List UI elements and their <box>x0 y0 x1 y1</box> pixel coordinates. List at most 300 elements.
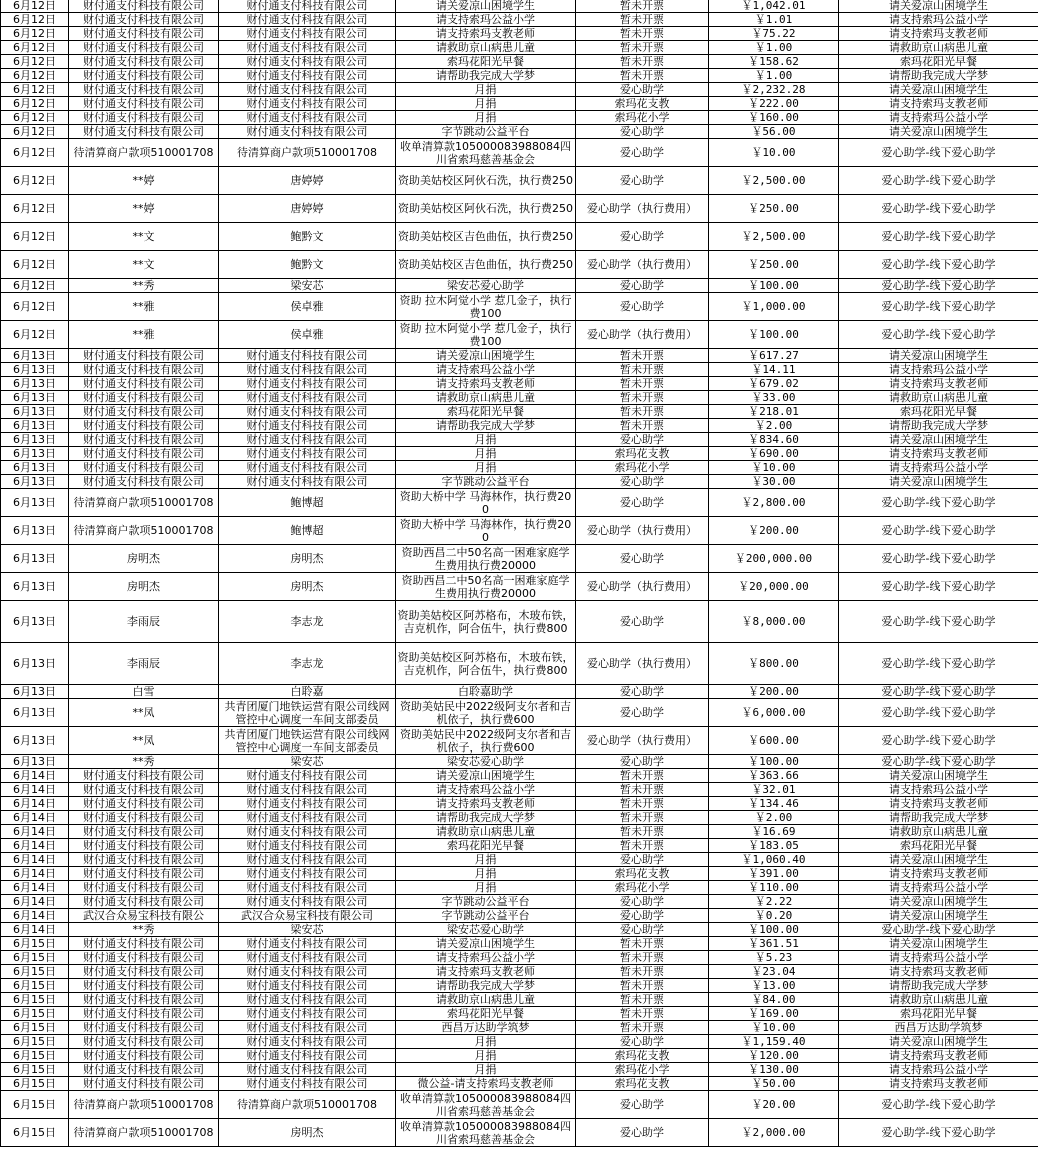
cell-payer: 财付通支付科技有限公司 <box>69 1049 219 1063</box>
table-row <box>1 769 1038 783</box>
cell-payer: 财付通支付科技有限公司 <box>69 1063 219 1077</box>
cell-purpose: 请支持索玛支教老师 <box>396 965 576 979</box>
cell-donor: 房明杰 <box>219 1119 396 1147</box>
cell-date: 6月13日 <box>1 433 69 447</box>
cell-date: 6月13日 <box>1 755 69 769</box>
cell-donor: 财付通支付科技有限公司 <box>219 825 396 839</box>
cell-project: 暂未开票 <box>576 55 709 69</box>
cell-project: 爱心助学 <box>576 139 709 167</box>
table-row <box>1 391 1038 405</box>
cell-purpose: 请救助京山病患儿童 <box>396 825 576 839</box>
cell-donor: 侯卓雅 <box>219 321 396 349</box>
table-row <box>1 1091 1038 1119</box>
cell-project: 暂未开票 <box>576 377 709 391</box>
cell-date: 6月12日 <box>1 97 69 111</box>
cell-purpose: 资助美姑民中2022级阿支尔者和吉机依子，执行费600 <box>396 699 576 727</box>
cell-donor: 房明杰 <box>219 545 396 573</box>
cell-amount: ￥2,800.00 <box>709 489 839 517</box>
table-row <box>1 111 1038 125</box>
cell-category: 请关爱凉山困境学生 <box>839 937 1038 951</box>
cell-project: 暂未开票 <box>576 349 709 363</box>
cell-amount: ￥10.00 <box>709 461 839 475</box>
cell-donor: 财付通支付科技有限公司 <box>219 349 396 363</box>
cell-project: 爱心助学 <box>576 909 709 923</box>
cell-project: 索玛花支教 <box>576 1077 709 1091</box>
cell-amount: ￥200.00 <box>709 517 839 545</box>
cell-project: 爱心助学 <box>576 1119 709 1147</box>
cell-date: 6月14日 <box>1 909 69 923</box>
cell-purpose: 资助大桥中学 马海林作，执行费200 <box>396 517 576 545</box>
cell-payer: 财付通支付科技有限公司 <box>69 867 219 881</box>
cell-purpose: 月捐 <box>396 1049 576 1063</box>
cell-category: 请关爱凉山困境学生 <box>839 125 1038 139</box>
cell-donor: 李志龙 <box>219 643 396 685</box>
cell-amount: ￥834.60 <box>709 433 839 447</box>
cell-donor: 财付通支付科技有限公司 <box>219 853 396 867</box>
table-row <box>1 195 1038 223</box>
cell-donor: 财付通支付科技有限公司 <box>219 461 396 475</box>
cell-category: 请关爱凉山困境学生 <box>839 433 1038 447</box>
cell-payer: 待清算商户款项510001708 <box>69 517 219 545</box>
cell-project: 暂未开票 <box>576 825 709 839</box>
cell-category: 爱心助学-线下爱心助学 <box>839 139 1038 167</box>
cell-amount: ￥13.00 <box>709 979 839 993</box>
cell-date: 6月15日 <box>1 1035 69 1049</box>
cell-date: 6月13日 <box>1 419 69 433</box>
cell-payer: 财付通支付科技有限公司 <box>69 391 219 405</box>
cell-project: 索玛花小学 <box>576 1063 709 1077</box>
cell-project: 暂未开票 <box>576 0 709 13</box>
cell-purpose: 微公益-请支持索玛支教老师 <box>396 1077 576 1091</box>
cell-category: 请帮助我完成大学梦 <box>839 811 1038 825</box>
cell-amount: ￥0.20 <box>709 909 839 923</box>
cell-category: 索玛花阳光早餐 <box>839 55 1038 69</box>
cell-amount: ￥100.00 <box>709 279 839 293</box>
cell-purpose: 资助 拉木阿觉小学 惹几金子，执行费100 <box>396 293 576 321</box>
cell-date: 6月13日 <box>1 363 69 377</box>
cell-date: 6月15日 <box>1 1021 69 1035</box>
cell-payer: 李雨辰 <box>69 643 219 685</box>
cell-category: 请关爱凉山困境学生 <box>839 83 1038 97</box>
table-row <box>1 601 1038 643</box>
cell-amount: ￥1,159.40 <box>709 1035 839 1049</box>
cell-date: 6月14日 <box>1 867 69 881</box>
cell-purpose: 请关爱凉山困境学生 <box>396 769 576 783</box>
cell-purpose: 索玛花阳光早餐 <box>396 1007 576 1021</box>
cell-date: 6月14日 <box>1 895 69 909</box>
cell-category: 爱心助学-线下爱心助学 <box>839 727 1038 755</box>
cell-donor: 财付通支付科技有限公司 <box>219 867 396 881</box>
cell-donor: 共青团厦门地铁运营有限公司线网管控中心调度一车间支部委员 <box>219 727 396 755</box>
table-row <box>1 755 1038 769</box>
cell-purpose: 请支持索玛支教老师 <box>396 27 576 41</box>
table-row <box>1 363 1038 377</box>
table-row <box>1 699 1038 727</box>
cell-payer: 财付通支付科技有限公司 <box>69 13 219 27</box>
cell-purpose: 请关爱凉山困境学生 <box>396 0 576 13</box>
cell-amount: ￥134.46 <box>709 797 839 811</box>
cell-purpose: 请支持索玛支教老师 <box>396 797 576 811</box>
cell-category: 请支持索玛支教老师 <box>839 867 1038 881</box>
cell-category: 爱心助学-线下爱心助学 <box>839 1119 1038 1147</box>
cell-category: 请帮助我完成大学梦 <box>839 69 1038 83</box>
cell-donor: 待清算商户款项510001708 <box>219 139 396 167</box>
cell-date: 6月12日 <box>1 223 69 251</box>
cell-payer: 财付通支付科技有限公司 <box>69 349 219 363</box>
cell-donor: 财付通支付科技有限公司 <box>219 993 396 1007</box>
cell-purpose: 资助美姑校区阿苏格布，木玻布铁，吉克机作，阿合伍牛，执行费800 <box>396 601 576 643</box>
cell-date: 6月13日 <box>1 377 69 391</box>
cell-category: 请救助京山病患儿童 <box>839 825 1038 839</box>
cell-purpose: 月捐 <box>396 447 576 461</box>
cell-donor: 财付通支付科技有限公司 <box>219 937 396 951</box>
cell-project: 爱心助学 <box>576 895 709 909</box>
cell-date: 6月12日 <box>1 125 69 139</box>
cell-project: 爱心助学（执行费用） <box>576 195 709 223</box>
cell-amount: ￥2,500.00 <box>709 167 839 195</box>
cell-project: 爱心助学（执行费用） <box>576 321 709 349</box>
cell-date: 6月15日 <box>1 993 69 1007</box>
cell-category: 请关爱凉山困境学生 <box>839 769 1038 783</box>
cell-payer: **凤 <box>69 699 219 727</box>
cell-payer: 武汉合众易宝科技有限公 <box>69 909 219 923</box>
cell-purpose: 月捐 <box>396 853 576 867</box>
cell-payer: 财付通支付科技有限公司 <box>69 979 219 993</box>
cell-project: 爱心助学 <box>576 699 709 727</box>
cell-date: 6月12日 <box>1 41 69 55</box>
cell-project: 爱心助学 <box>576 293 709 321</box>
cell-donor: 财付通支付科技有限公司 <box>219 55 396 69</box>
cell-purpose: 收单清算款105000083988084四川省索玛慈善基金会 <box>396 1119 576 1147</box>
cell-category: 爱心助学-线下爱心助学 <box>839 1091 1038 1119</box>
cell-amount: ￥2.00 <box>709 419 839 433</box>
cell-date: 6月13日 <box>1 643 69 685</box>
cell-amount: ￥6,000.00 <box>709 699 839 727</box>
cell-amount: ￥20.00 <box>709 1091 839 1119</box>
cell-amount: ￥56.00 <box>709 125 839 139</box>
cell-purpose: 请救助京山病患儿童 <box>396 391 576 405</box>
cell-purpose: 梁安芯爱心助学 <box>396 923 576 937</box>
cell-amount: ￥200,000.00 <box>709 545 839 573</box>
table-row <box>1 895 1038 909</box>
cell-purpose: 资助西昌二中50名高一困难家庭学生费用执行费20000 <box>396 545 576 573</box>
cell-category: 请支持索玛支教老师 <box>839 965 1038 979</box>
cell-date: 6月13日 <box>1 573 69 601</box>
cell-category: 爱心助学-线下爱心助学 <box>839 699 1038 727</box>
cell-purpose: 资助美姑校区阿苏格布，木玻布铁，吉克机作，阿合伍牛，执行费800 <box>396 643 576 685</box>
cell-category: 请救助京山病患儿童 <box>839 391 1038 405</box>
cell-date: 6月14日 <box>1 811 69 825</box>
cell-donor: 财付通支付科技有限公司 <box>219 1035 396 1049</box>
table-row <box>1 811 1038 825</box>
cell-category: 请救助京山病患儿童 <box>839 41 1038 55</box>
cell-date: 6月15日 <box>1 1049 69 1063</box>
cell-purpose: 资助西昌二中50名高一困难家庭学生费用执行费20000 <box>396 573 576 601</box>
cell-purpose: 月捐 <box>396 867 576 881</box>
cell-project: 暂未开票 <box>576 69 709 83</box>
cell-donor: 梁安芯 <box>219 923 396 937</box>
cell-amount: ￥32.01 <box>709 783 839 797</box>
cell-amount: ￥250.00 <box>709 195 839 223</box>
cell-amount: ￥10.00 <box>709 139 839 167</box>
cell-purpose: 月捐 <box>396 881 576 895</box>
cell-purpose: 西昌万达助学筑梦 <box>396 1021 576 1035</box>
cell-amount: ￥2,232.28 <box>709 83 839 97</box>
cell-purpose: 月捐 <box>396 461 576 475</box>
cell-payer: 财付通支付科技有限公司 <box>69 825 219 839</box>
cell-category: 请关爱凉山困境学生 <box>839 0 1038 13</box>
cell-amount: ￥250.00 <box>709 251 839 279</box>
cell-category: 请支持索玛公益小学 <box>839 461 1038 475</box>
cell-project: 暂未开票 <box>576 391 709 405</box>
cell-project: 暂未开票 <box>576 41 709 55</box>
table-row <box>1 0 1038 13</box>
cell-amount: ￥218.01 <box>709 405 839 419</box>
cell-purpose: 资助 拉木阿觉小学 惹几金子，执行费100 <box>396 321 576 349</box>
cell-project: 爱心助学 <box>576 167 709 195</box>
cell-project: 爱心助学 <box>576 433 709 447</box>
cell-project: 暂未开票 <box>576 27 709 41</box>
cell-amount: ￥2,500.00 <box>709 223 839 251</box>
cell-purpose: 资助大桥中学 马海林作，执行费200 <box>396 489 576 517</box>
cell-category: 爱心助学-线下爱心助学 <box>839 167 1038 195</box>
cell-purpose: 月捐 <box>396 111 576 125</box>
cell-amount: ￥2,000.00 <box>709 1119 839 1147</box>
table-row <box>1 1007 1038 1021</box>
cell-donor: 财付通支付科技有限公司 <box>219 97 396 111</box>
table-row <box>1 279 1038 293</box>
cell-date: 6月14日 <box>1 783 69 797</box>
cell-donor: 财付通支付科技有限公司 <box>219 391 396 405</box>
cell-donor: 梁安芯 <box>219 755 396 769</box>
table-row <box>1 783 1038 797</box>
cell-date: 6月13日 <box>1 349 69 363</box>
cell-category: 西昌万达助学筑梦 <box>839 1021 1038 1035</box>
cell-date: 6月13日 <box>1 699 69 727</box>
cell-date: 6月13日 <box>1 391 69 405</box>
cell-category: 爱心助学-线下爱心助学 <box>839 223 1038 251</box>
cell-category: 请支持索玛支教老师 <box>839 447 1038 461</box>
cell-payer: 财付通支付科技有限公司 <box>69 965 219 979</box>
cell-purpose: 月捐 <box>396 1035 576 1049</box>
cell-payer: 房明杰 <box>69 573 219 601</box>
cell-project: 爱心助学 <box>576 475 709 489</box>
cell-project: 暂未开票 <box>576 363 709 377</box>
cell-amount: ￥200.00 <box>709 685 839 699</box>
cell-payer: 李雨辰 <box>69 601 219 643</box>
cell-donor: 财付通支付科技有限公司 <box>219 1063 396 1077</box>
cell-project: 爱心助学 <box>576 83 709 97</box>
cell-purpose: 索玛花阳光早餐 <box>396 55 576 69</box>
cell-date: 6月12日 <box>1 83 69 97</box>
cell-payer: 财付通支付科技有限公司 <box>69 783 219 797</box>
cell-project: 爱心助学 <box>576 1035 709 1049</box>
cell-project: 索玛花支教 <box>576 447 709 461</box>
cell-payer: 财付通支付科技有限公司 <box>69 1021 219 1035</box>
cell-donor: 财付通支付科技有限公司 <box>219 13 396 27</box>
cell-project: 暂未开票 <box>576 405 709 419</box>
cell-category: 爱心助学-线下爱心助学 <box>839 279 1038 293</box>
cell-payer: 财付通支付科技有限公司 <box>69 461 219 475</box>
table-row <box>1 13 1038 27</box>
cell-project: 暂未开票 <box>576 1007 709 1021</box>
cell-category: 爱心助学-线下爱心助学 <box>839 573 1038 601</box>
cell-donor: 财付通支付科技有限公司 <box>219 41 396 55</box>
cell-date: 6月14日 <box>1 797 69 811</box>
cell-amount: ￥679.02 <box>709 377 839 391</box>
cell-category: 请支持索玛支教老师 <box>839 1077 1038 1091</box>
cell-category: 请支持索玛支教老师 <box>839 97 1038 111</box>
cell-amount: ￥14.11 <box>709 363 839 377</box>
cell-project: 暂未开票 <box>576 951 709 965</box>
cell-donor: 财付通支付科技有限公司 <box>219 951 396 965</box>
cell-project: 暂未开票 <box>576 811 709 825</box>
cell-amount: ￥1,042.01 <box>709 0 839 13</box>
cell-category: 爱心助学-线下爱心助学 <box>839 195 1038 223</box>
cell-payer: 待清算商户款项510001708 <box>69 1091 219 1119</box>
cell-donor: 鲍黔文 <box>219 223 396 251</box>
cell-amount: ￥130.00 <box>709 1063 839 1077</box>
table-row <box>1 993 1038 1007</box>
cell-amount: ￥222.00 <box>709 97 839 111</box>
cell-category: 请救助京山病患儿童 <box>839 993 1038 1007</box>
cell-amount: ￥183.05 <box>709 839 839 853</box>
cell-project: 暂未开票 <box>576 769 709 783</box>
cell-payer: 待清算商户款项510001708 <box>69 1119 219 1147</box>
cell-payer: 财付通支付科技有限公司 <box>69 111 219 125</box>
cell-date: 6月15日 <box>1 1091 69 1119</box>
cell-category: 爱心助学-线下爱心助学 <box>839 517 1038 545</box>
cell-donor: 财付通支付科技有限公司 <box>219 1007 396 1021</box>
table-row <box>1 727 1038 755</box>
cell-category: 爱心助学-线下爱心助学 <box>839 545 1038 573</box>
table-row <box>1 825 1038 839</box>
cell-category: 索玛花阳光早餐 <box>839 405 1038 419</box>
cell-purpose: 字节跳动公益平台 <box>396 895 576 909</box>
cell-category: 请支持索玛公益小学 <box>839 13 1038 27</box>
table-row <box>1 1049 1038 1063</box>
cell-category: 爱心助学-线下爱心助学 <box>839 923 1038 937</box>
cell-amount: ￥16.69 <box>709 825 839 839</box>
cell-amount: ￥8,000.00 <box>709 601 839 643</box>
table-row <box>1 489 1038 517</box>
cell-payer: 财付通支付科技有限公司 <box>69 27 219 41</box>
cell-date: 6月15日 <box>1 965 69 979</box>
cell-payer: 财付通支付科技有限公司 <box>69 419 219 433</box>
cell-payer: 财付通支付科技有限公司 <box>69 1077 219 1091</box>
cell-payer: 财付通支付科技有限公司 <box>69 839 219 853</box>
cell-date: 6月15日 <box>1 937 69 951</box>
cell-payer: 财付通支付科技有限公司 <box>69 1007 219 1021</box>
cell-purpose: 请支持索玛公益小学 <box>396 783 576 797</box>
table-row <box>1 965 1038 979</box>
cell-payer: 财付通支付科技有限公司 <box>69 475 219 489</box>
cell-category: 请帮助我完成大学梦 <box>839 979 1038 993</box>
cell-category: 请关爱凉山困境学生 <box>839 895 1038 909</box>
cell-project: 暂未开票 <box>576 839 709 853</box>
cell-category: 请关爱凉山困境学生 <box>839 1035 1038 1049</box>
cell-payer: **凤 <box>69 727 219 755</box>
table-row <box>1 167 1038 195</box>
table-row <box>1 293 1038 321</box>
cell-payer: 财付通支付科技有限公司 <box>69 993 219 1007</box>
cell-payer: **雅 <box>69 293 219 321</box>
cell-project: 爱心助学 <box>576 1091 709 1119</box>
cell-category: 爱心助学-线下爱心助学 <box>839 755 1038 769</box>
cell-purpose: 请帮助我完成大学梦 <box>396 419 576 433</box>
cell-purpose: 资助美姑校区吉色曲伍，执行费250 <box>396 251 576 279</box>
cell-category: 爱心助学-线下爱心助学 <box>839 321 1038 349</box>
cell-date: 6月15日 <box>1 1007 69 1021</box>
cell-date: 6月13日 <box>1 685 69 699</box>
cell-donor: 财付通支付科技有限公司 <box>219 895 396 909</box>
table-row <box>1 349 1038 363</box>
cell-date: 6月13日 <box>1 727 69 755</box>
cell-donor: 财付通支付科技有限公司 <box>219 405 396 419</box>
cell-purpose: 请关爱凉山困境学生 <box>396 937 576 951</box>
cell-donor: 财付通支付科技有限公司 <box>219 433 396 447</box>
cell-payer: 财付通支付科技有限公司 <box>69 55 219 69</box>
cell-purpose: 梁安芯爱心助学 <box>396 755 576 769</box>
cell-purpose: 月捐 <box>396 433 576 447</box>
cell-donor: 财付通支付科技有限公司 <box>219 769 396 783</box>
cell-project: 暂未开票 <box>576 783 709 797</box>
cell-donor: 财付通支付科技有限公司 <box>219 1077 396 1091</box>
cell-project: 爱心助学 <box>576 601 709 643</box>
cell-payer: 财付通支付科技有限公司 <box>69 97 219 111</box>
cell-date: 6月14日 <box>1 769 69 783</box>
cell-donor: 财付通支付科技有限公司 <box>219 27 396 41</box>
cell-date: 6月12日 <box>1 111 69 125</box>
cell-donor: 财付通支付科技有限公司 <box>219 965 396 979</box>
table-row <box>1 97 1038 111</box>
cell-donor: 白聆嘉 <box>219 685 396 699</box>
table-row <box>1 1035 1038 1049</box>
cell-payer: 财付通支付科技有限公司 <box>69 853 219 867</box>
table-row <box>1 447 1038 461</box>
cell-purpose: 白聆嘉助学 <box>396 685 576 699</box>
cell-category: 请关爱凉山困境学生 <box>839 909 1038 923</box>
cell-amount: ￥5.23 <box>709 951 839 965</box>
table-row <box>1 573 1038 601</box>
cell-payer: 待清算商户款项510001708 <box>69 139 219 167</box>
cell-amount: ￥169.00 <box>709 1007 839 1021</box>
cell-project: 暂未开票 <box>576 13 709 27</box>
cell-payer: 财付通支付科技有限公司 <box>69 125 219 139</box>
cell-payer: 财付通支付科技有限公司 <box>69 811 219 825</box>
cell-donor: 房明杰 <box>219 573 396 601</box>
cell-payer: 财付通支付科技有限公司 <box>69 797 219 811</box>
table-row <box>1 951 1038 965</box>
cell-payer: 财付通支付科技有限公司 <box>69 363 219 377</box>
cell-date: 6月12日 <box>1 13 69 27</box>
cell-project: 爱心助学（执行费用） <box>576 573 709 601</box>
cell-purpose: 请支持索玛支教老师 <box>396 377 576 391</box>
cell-amount: ￥1.00 <box>709 69 839 83</box>
cell-donor: 财付通支付科技有限公司 <box>219 419 396 433</box>
table-row <box>1 251 1038 279</box>
cell-amount: ￥30.00 <box>709 475 839 489</box>
cell-payer: **文 <box>69 251 219 279</box>
cell-category: 请支持索玛公益小学 <box>839 783 1038 797</box>
cell-donor: 财付通支付科技有限公司 <box>219 111 396 125</box>
cell-donor: 梁安芯 <box>219 279 396 293</box>
cell-payer: 待清算商户款项510001708 <box>69 489 219 517</box>
cell-date: 6月15日 <box>1 1063 69 1077</box>
cell-date: 6月12日 <box>1 69 69 83</box>
cell-donor: 财付通支付科技有限公司 <box>219 811 396 825</box>
cell-project: 爱心助学 <box>576 279 709 293</box>
